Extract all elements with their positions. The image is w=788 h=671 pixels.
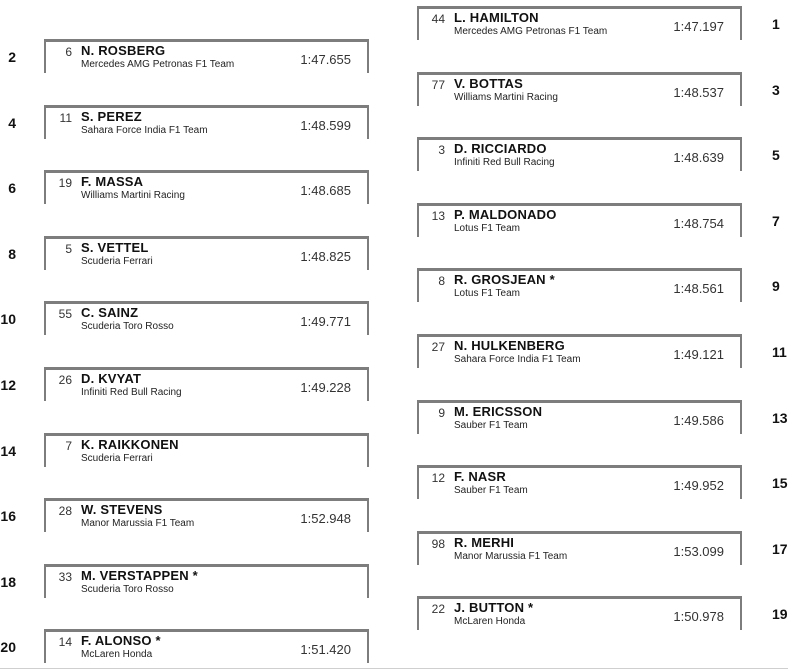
grid-slot bbox=[417, 6, 742, 40]
lap-time: 1:48.537 bbox=[673, 85, 724, 100]
car-number: 77 bbox=[431, 78, 445, 92]
car-number: 13 bbox=[431, 209, 445, 223]
driver-name: M. ERICSSON bbox=[454, 404, 543, 419]
lap-time: 1:49.228 bbox=[300, 380, 351, 395]
lap-time: 1:48.754 bbox=[673, 216, 724, 231]
car-number: 22 bbox=[431, 602, 445, 616]
grid-position: 3 bbox=[772, 82, 780, 98]
car-number: 19 bbox=[58, 176, 72, 190]
lap-time: 1:51.420 bbox=[300, 642, 351, 657]
team-name: Scuderia Toro Rosso bbox=[81, 321, 174, 332]
team-name: Scuderia Ferrari bbox=[81, 453, 153, 464]
grid-position: 1 bbox=[772, 16, 780, 32]
lap-time: 1:49.771 bbox=[300, 314, 351, 329]
grid-slot bbox=[417, 596, 742, 630]
driver-name: C. SAINZ bbox=[81, 305, 139, 320]
driver-name: F. ALONSO * bbox=[81, 633, 161, 648]
team-name: Scuderia Ferrari bbox=[81, 256, 153, 267]
driver-name: R. GROSJEAN * bbox=[454, 272, 555, 287]
team-name: Manor Marussia F1 Team bbox=[81, 518, 195, 529]
driver-name: D. KVYAT bbox=[81, 371, 142, 386]
grid-position: 19 bbox=[772, 606, 788, 622]
grid-slot bbox=[44, 564, 369, 598]
lap-time: 1:49.121 bbox=[673, 347, 724, 362]
car-number: 55 bbox=[58, 307, 72, 321]
driver-name: F. MASSA bbox=[81, 174, 144, 189]
grid-slot bbox=[417, 334, 742, 368]
driver-name: S. PEREZ bbox=[81, 109, 142, 124]
lap-time: 1:52.948 bbox=[300, 511, 351, 526]
car-number: 28 bbox=[58, 504, 72, 518]
driver-name: M. VERSTAPPEN * bbox=[81, 568, 198, 583]
team-name: Lotus F1 Team bbox=[454, 288, 520, 299]
grid-slot bbox=[417, 400, 742, 434]
grid-slot bbox=[44, 39, 369, 73]
car-number: 33 bbox=[58, 570, 72, 584]
grid-position: 10 bbox=[0, 311, 16, 327]
lap-time: 1:48.561 bbox=[673, 281, 724, 296]
grid-position: 14 bbox=[0, 443, 16, 459]
grid-position: 6 bbox=[8, 180, 16, 196]
grid-position: 15 bbox=[772, 475, 788, 491]
team-name: Lotus F1 Team bbox=[454, 223, 520, 234]
grid-slot bbox=[44, 367, 369, 401]
team-name: Sahara Force India F1 Team bbox=[454, 354, 581, 365]
grid-slot bbox=[417, 268, 742, 302]
team-name: Infiniti Red Bull Racing bbox=[454, 157, 555, 168]
team-name: McLaren Honda bbox=[81, 649, 153, 660]
grid-position: 4 bbox=[8, 115, 16, 131]
car-number: 27 bbox=[431, 340, 445, 354]
grid-slot bbox=[417, 72, 742, 106]
grid-position: 18 bbox=[0, 574, 16, 590]
car-number: 8 bbox=[438, 274, 445, 288]
grid-slot bbox=[44, 498, 369, 532]
team-name: Sauber F1 Team bbox=[454, 420, 528, 431]
car-number: 3 bbox=[438, 143, 445, 157]
driver-name: R. MERHI bbox=[454, 535, 515, 550]
team-name: Williams Martini Racing bbox=[81, 190, 185, 201]
grid-position: 11 bbox=[772, 344, 787, 360]
car-number: 9 bbox=[438, 406, 445, 420]
driver-name: V. BOTTAS bbox=[454, 76, 523, 91]
grid-position: 20 bbox=[0, 639, 16, 655]
driver-name: W. STEVENS bbox=[81, 502, 163, 517]
grid-slot bbox=[417, 137, 742, 171]
car-number: 5 bbox=[65, 242, 72, 256]
lap-time: 1:48.639 bbox=[673, 150, 724, 165]
grid-slot bbox=[417, 465, 742, 499]
grid-slot bbox=[44, 236, 369, 270]
grid-position: 9 bbox=[772, 278, 780, 294]
team-name: Mercedes AMG Petronas F1 Team bbox=[81, 59, 235, 70]
car-number: 11 bbox=[59, 111, 72, 125]
grid-slot bbox=[417, 531, 742, 565]
lap-time: 1:53.099 bbox=[673, 544, 724, 559]
team-name: Sauber F1 Team bbox=[454, 485, 528, 496]
lap-time: 1:47.197 bbox=[673, 19, 724, 34]
grid-position: 16 bbox=[0, 508, 16, 524]
team-name: Infiniti Red Bull Racing bbox=[81, 387, 182, 398]
lap-time: 1:48.685 bbox=[300, 183, 351, 198]
car-number: 14 bbox=[58, 635, 72, 649]
grid-slot bbox=[417, 203, 742, 237]
driver-name: D. RICCIARDO bbox=[454, 141, 547, 156]
grid-position: 12 bbox=[0, 377, 16, 393]
lap-time: 1:48.599 bbox=[300, 118, 351, 133]
driver-name: F. NASR bbox=[454, 469, 506, 484]
grid-slot bbox=[44, 433, 369, 467]
car-number: 7 bbox=[65, 439, 72, 453]
team-name: McLaren Honda bbox=[454, 616, 526, 627]
lap-time: 1:50.978 bbox=[673, 609, 724, 624]
grid-position: 2 bbox=[8, 49, 16, 65]
grid-position: 7 bbox=[772, 213, 780, 229]
grid-slot bbox=[44, 105, 369, 139]
grid-slot bbox=[44, 170, 369, 204]
driver-name: P. MALDONADO bbox=[454, 207, 557, 222]
grid-position: 8 bbox=[8, 246, 16, 262]
lap-time: 1:49.586 bbox=[673, 413, 724, 428]
driver-name: J. BUTTON * bbox=[454, 600, 534, 615]
team-name: Williams Martini Racing bbox=[454, 92, 558, 103]
team-name: Sahara Force India F1 Team bbox=[81, 125, 208, 136]
driver-name: S. VETTEL bbox=[81, 240, 149, 255]
driver-name: N. ROSBERG bbox=[81, 43, 166, 58]
car-number: 26 bbox=[58, 373, 72, 387]
car-number: 6 bbox=[65, 45, 72, 59]
car-number: 12 bbox=[431, 471, 445, 485]
driver-name: L. HAMILTON bbox=[454, 10, 539, 25]
lap-time: 1:49.952 bbox=[673, 478, 724, 493]
driver-name: N. HULKENBERG bbox=[454, 338, 565, 353]
lap-time: 1:47.655 bbox=[300, 52, 351, 67]
grid-position: 17 bbox=[772, 541, 788, 557]
driver-name: K. RAIKKONEN bbox=[81, 437, 179, 452]
lap-time: 1:48.825 bbox=[300, 249, 351, 264]
team-name: Mercedes AMG Petronas F1 Team bbox=[454, 26, 608, 37]
grid-slot bbox=[44, 301, 369, 335]
grid-slot bbox=[44, 629, 369, 663]
grid-position: 13 bbox=[772, 410, 788, 426]
team-name: Manor Marussia F1 Team bbox=[454, 551, 568, 562]
team-name: Scuderia Toro Rosso bbox=[81, 584, 174, 595]
grid-position: 5 bbox=[772, 147, 780, 163]
car-number: 44 bbox=[431, 12, 445, 26]
car-number: 98 bbox=[431, 537, 445, 551]
bottom-divider bbox=[0, 668, 788, 669]
